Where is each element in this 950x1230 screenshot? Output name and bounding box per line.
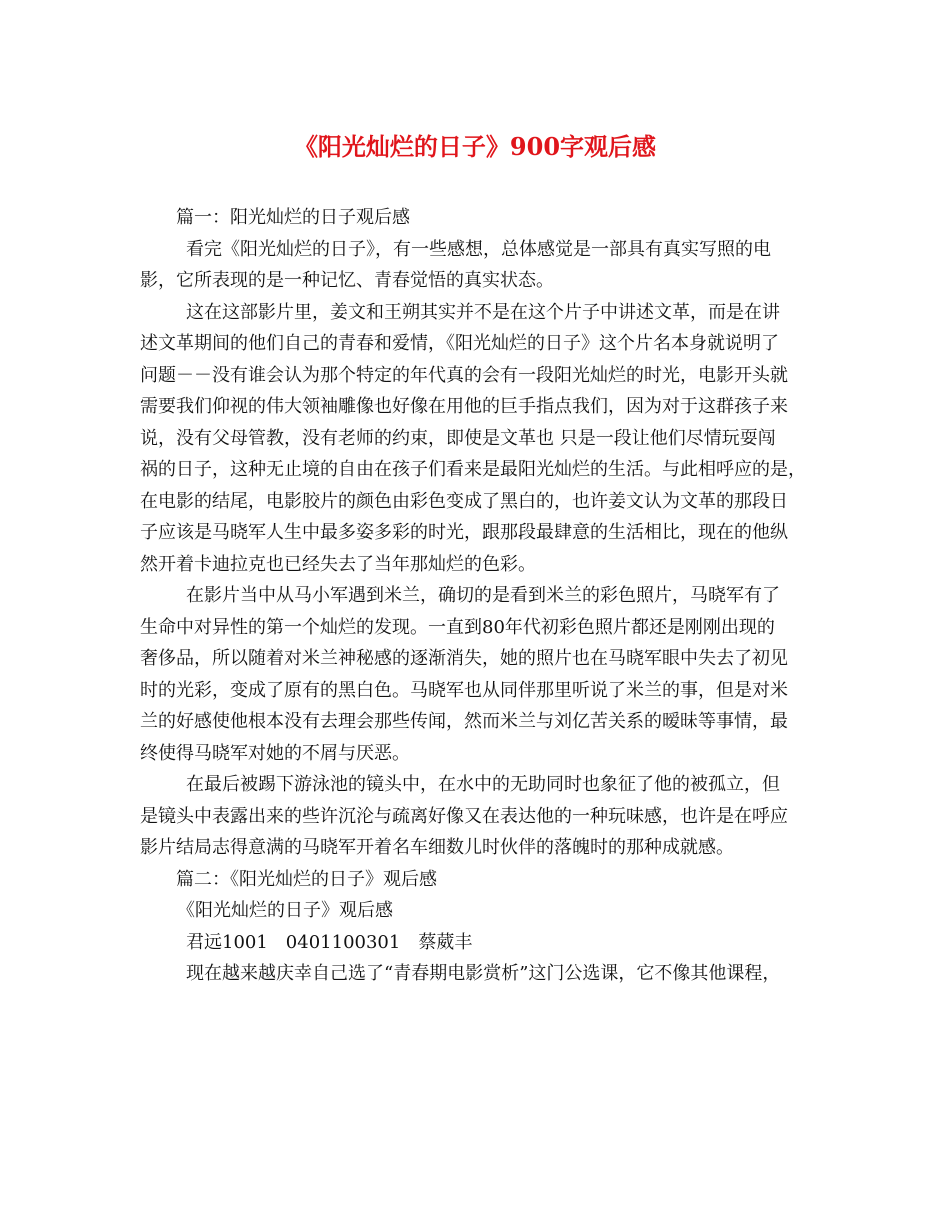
text-line: 影，它所表现的是一种记忆、青春觉悟的真实状态。 — [140, 270, 554, 291]
text-line: 子应该是马晓军人生中最多姿多彩的时光，跟那段最肆意的生活相比，现在的他纵 — [140, 522, 788, 543]
text-line: 然开着卡迪拉克也已经失去了当年那灿烂的色彩。 — [140, 553, 536, 575]
text-line: 问题－－没有谁会认为那个特定的年代真的会有一段阳光灿烂的时光，电影开头就 — [140, 364, 788, 386]
text-line: 是镜头中表露出来的些许沉沦与疏离好像又在表达他的一种玩味感，也许是在呼应 — [140, 805, 788, 827]
text-line: 时的光彩，变成了原有的黑白色。马晓军也从同伴那里听说了米兰的事，但是对米 — [140, 679, 788, 701]
text-line: 《阳光灿烂的日子》观后感 — [177, 900, 393, 921]
text-line: 看完《阳光灿烂的日子》，有一些感想，总体感觉是一部具有真实写照的电 — [186, 238, 771, 260]
text-line: 在影片当中从马小军遇到米兰，确切的是看到米兰的彩色照片，马晓军有了 — [186, 585, 780, 606]
document-body — [140, 202, 820, 990]
text-line: 述文革期间的他们自己的青春和爱情，《阳光灿烂的日子》这个片名本身就说明了 — [140, 333, 779, 354]
text-line: 生命中对异性的第一个灿烂的发现。一直到80年代初彩色照片都还是刚刚出现的 — [140, 616, 775, 638]
text-line: 这在这部影片里，姜文和王朔其实并不是在这个片子中讲述文革，而是在讲 — [186, 301, 780, 323]
text-line: 在最后被踢下游泳池的镜头中，在水中的无助同时也象征了他的被孤立，但 — [186, 774, 780, 795]
text-line: 说，没有父母管教，没有老师的约束，即使是文革也 只是一段让他们尽情玩耍闯 — [140, 427, 776, 449]
text-line: 篇一：阳光灿烂的日子观后感 — [176, 207, 410, 228]
text-line: 影片结局志得意满的马晓军开着名车细数儿时伙伴的落魄时的那种成就感。 — [140, 837, 734, 858]
text-line: 兰的好感使他根本没有去理会那些传闻，然而米兰与刘亿苦关系的暧昧等事情，最 — [140, 711, 788, 732]
text-line: 终使得马晓军对她的不屑与厌恶。 — [140, 742, 410, 764]
text-line: 在电影的结尾，电影胶片的颜色由彩色变成了黑白的，也许姜文认为文革的那段日 — [140, 490, 788, 512]
text-line: 祸的日子，这种无止境的自由在孩子们看来是最阳光灿烂的生活。与此相呼应的是， — [140, 459, 806, 480]
text-line: 篇二：《阳光灿烂的日子》观后感 — [176, 868, 437, 890]
text-line: 需要我们仰视的伟大领袖雕像也好像在用他的巨手指点我们，因为对于这群孩子来 — [140, 396, 788, 417]
text-line: 奢侈品，所以随着对米兰神秘感的逐渐消失，她的照片也在马晓军眼中失去了初见 — [140, 648, 788, 669]
text-line: 君远1001 0401100301 蔡葳丰 — [186, 931, 473, 953]
document-title: 《阳光灿烂的日子》900字观后感 — [293, 132, 657, 161]
text-line: 现在越来越庆幸自己选了“青春期电影赏析”这门公选课，它不像其他课程， — [186, 963, 781, 984]
